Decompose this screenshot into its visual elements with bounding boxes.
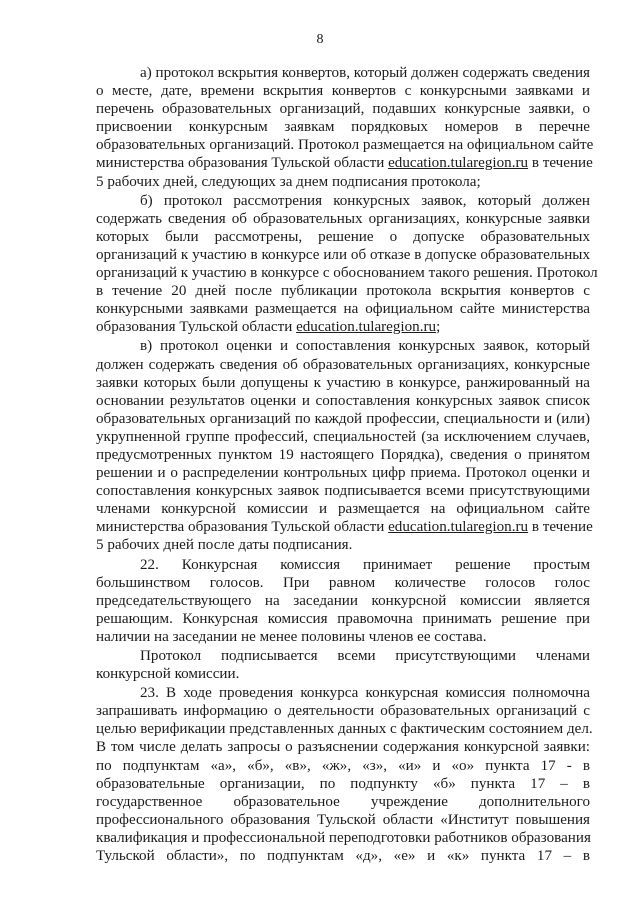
- text-line: В том числе делать запросы о разъяснении содержания конкурсной заявки:: [96, 739, 590, 756]
- text-line: запрашивать информацию о деятельности образовательных организаций с: [96, 703, 590, 720]
- text-line: а) протокол вскрытия конвертов, который должен содержать сведения: [140, 65, 590, 81]
- text-line: Протокол подписывается всеми присутствующими членами: [140, 648, 590, 664]
- text-line: образовательные организации, по подпункту «б» пункта 17 – в: [96, 775, 590, 792]
- text-line: большинством голосов. При равном количестве голосов голос: [96, 574, 590, 591]
- text-line: о месте, дате, времени вскрытия конвертов с конкурсными заявками и: [96, 83, 590, 100]
- text-line: содержать сведения об образовательных организациях, конкурсные заявки: [96, 210, 590, 227]
- text-line: организаций к участию в конкурсе с обоснованием такого решения. Протокол: [96, 265, 598, 282]
- text-line: в) протокол оценки и сопоставления конкурсных заявок, который: [140, 338, 590, 355]
- text-line: сопоставления конкурсных заявок подписывается всеми присутствующими: [96, 483, 590, 500]
- text-line: целью верификации представленных данных с фактическим состоянием дел.: [96, 721, 593, 738]
- text-line: заявки которых были допущены к участию в конкурсе, ранжированный на: [96, 374, 590, 391]
- paragraph-23: [96, 684, 593, 865]
- text-line: по подпунктам «а», «б», «в», «ж», «з», «и» и «о» пункта 17 - в: [96, 757, 590, 774]
- text-line: которых были рассмотрены, решение о допуске образовательных: [96, 228, 590, 245]
- text-line: укрупненной группе профессий, специальностей (за исключением случаев,: [96, 428, 590, 445]
- text-line: основании результатов оценки и сопоставления конкурсных заявок список: [96, 392, 590, 409]
- text-line: в течение 20 дней после публикации протокола вскрытия конвертов с: [96, 283, 590, 300]
- text-line: 23. В ходе проведения конкурса конкурсная комиссия полномочна: [140, 685, 590, 702]
- text-line: решающим. Конкурсная комиссия правомочна принимать решение при: [96, 610, 590, 627]
- text-line: наличии на заседании не менее половины членов ее состава.: [96, 628, 487, 645]
- text-line: решении и о распределении контрольных цифр приема. Протокол оценки и: [96, 465, 590, 482]
- paragraph-b: [96, 192, 598, 337]
- page-number: 8: [316, 32, 324, 47]
- text-line: министерства образования Тульской области education.tularegion.ru в течение: [96, 519, 593, 536]
- text-line: председательствующего на заседании конкурсной комиссии является: [96, 592, 590, 609]
- text-line: образовательных организаций по каждой профессии, специальности и (или): [96, 410, 590, 427]
- website-link: education.tularegion.ru: [388, 155, 529, 172]
- website-link: education.tularegion.ru: [296, 319, 437, 336]
- paragraph-22: [96, 556, 590, 646]
- text-line: профессионального образования Тульской области «Институт повышения: [96, 811, 590, 828]
- text-line: конкурсными заявками размещается на официальном сайте министерства: [96, 301, 590, 318]
- text-line: должен содержать сведения об образовательных организациях, конкурсные: [96, 356, 590, 373]
- text-line: 5 рабочих дней после даты подписания.: [96, 537, 353, 554]
- text-line: конкурсной комиссии.: [96, 666, 240, 683]
- text-line: министерства образования Тульской области education.tularegion.ru в течение: [96, 155, 593, 172]
- text-line: 5 рабочих дней, следующих за днем подписания протокола;: [96, 173, 481, 190]
- text-line: членами конкурсной комиссии и размещается на официальном сайте: [96, 501, 590, 518]
- text-line: присвоении конкурсным заявкам порядковых номеров в перечне: [96, 119, 590, 136]
- website-link: education.tularegion.ru: [388, 519, 529, 536]
- text-line: квалификация и профессиональной переподготовки работников образования: [96, 829, 591, 846]
- paragraph-v: [96, 337, 593, 554]
- text-line: перечень образовательных организаций, подавших конкурсные заявки, о: [96, 101, 590, 118]
- paragraph-a: [96, 64, 594, 191]
- text-line: организаций к участию в конкурсе или об отказе в допуске образовательных: [96, 246, 590, 263]
- paragraph-protocol: [96, 647, 590, 683]
- text-line: б) протокол рассмотрения конкурсных заявок, который должен: [140, 192, 590, 209]
- document-body: [96, 64, 598, 866]
- text-line: 22. Конкурсная комиссия принимает решение простым: [140, 556, 590, 573]
- text-line: государственное образовательное учреждение дополнительного: [96, 793, 590, 810]
- text-line: образования Тульской области education.tularegion.ru;: [96, 319, 441, 336]
- text-line: Тульской области», по подпунктам «д», «е» и «к» пункта 17 – в: [96, 848, 590, 865]
- text-line: образовательных организаций. Протокол размещается на официальном сайте: [96, 137, 594, 154]
- text-line: предусмотренных пунктом 19 настоящего Порядка), сведения о принятом: [96, 446, 590, 463]
